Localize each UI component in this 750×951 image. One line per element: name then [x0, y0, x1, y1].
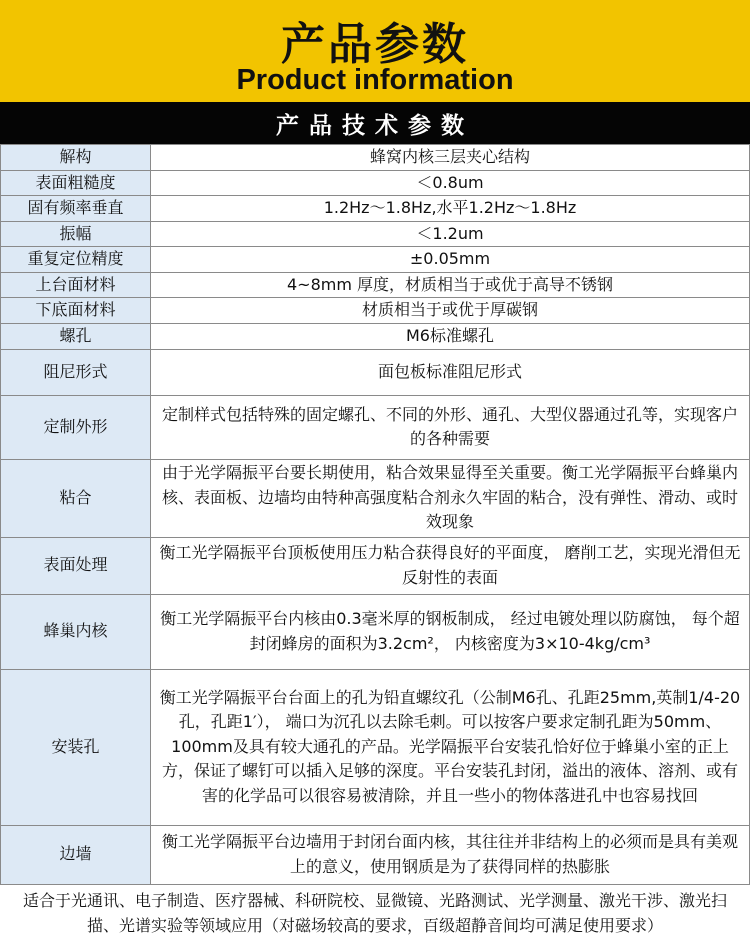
table-row — [1, 272, 750, 298]
table-row — [1, 459, 750, 537]
row-label: 重复定位精度 — [1, 247, 151, 273]
table-row — [1, 247, 750, 273]
row-value: 面包板标准阻尼形式 — [151, 349, 750, 395]
row-value: ±0.05mm — [151, 247, 750, 273]
row-value: 由于光学隔振平台要长期使用，粘合效果显得至关重要。衡工光学隔振平台蜂巢内核、表面板、边墙均由特种高强度粘合剂永久牢固的粘合，没有弹性、滑动、或时效现象 — [151, 459, 750, 537]
row-value: 衡工光学隔振平台内核由0.3毫米厚的钢板制成， 经过电镀处理以防腐蚀， 每个超封闭蜂房的面积为3.2cm²， 内核密度为3×10-4kg/cm³ — [151, 594, 750, 669]
header-banner — [0, 0, 750, 102]
table-row — [1, 323, 750, 349]
row-label: 蜂巢内核 — [1, 594, 151, 669]
table-row — [1, 825, 750, 884]
row-label: 固有频率垂直 — [1, 196, 151, 222]
row-value: 定制样式包括特殊的固定螺孔、不同的外形、通孔、大型仪器通过孔等，实现客户的各种需要 — [151, 395, 750, 459]
row-label: 定制外形 — [1, 395, 151, 459]
table-row — [1, 537, 750, 594]
row-label: 表面处理 — [1, 537, 151, 594]
row-value: 1.2Hz～1.8Hz,水平1.2Hz～1.8Hz — [151, 196, 750, 222]
table-row — [1, 170, 750, 196]
table-row — [1, 298, 750, 324]
row-label: 阻尼形式 — [1, 349, 151, 395]
row-label: 解构 — [1, 145, 151, 171]
row-value: 蜂窝内核三层夹心结构 — [151, 145, 750, 171]
page-subtitle: Product information — [236, 64, 514, 96]
row-label: 安装孔 — [1, 669, 151, 825]
table-row — [1, 395, 750, 459]
row-value: ＜1.2um — [151, 221, 750, 247]
spec-table — [0, 144, 750, 885]
table-row — [1, 349, 750, 395]
table-row — [1, 594, 750, 669]
table-row — [1, 669, 750, 825]
applications-text: 适合于光通讯、电子制造、医疗器械、科研院校、显微镜、光路测试、光学测量、激光干涉、激光扫描、光谱实验等领域应用（对磁场较高的要求，百级超静音间均可满足使用要求） — [0, 885, 750, 938]
row-label: 边墙 — [1, 825, 151, 884]
page-title: 产品参数 — [281, 19, 469, 70]
row-value: 衡工光学隔振平台顶板使用压力粘合获得良好的平面度， 磨削工艺，实现光滑但无反射性的表面 — [151, 537, 750, 594]
row-label: 振幅 — [1, 221, 151, 247]
row-label: 粘合 — [1, 459, 151, 537]
row-value: ＜0.8um — [151, 170, 750, 196]
row-label: 螺孔 — [1, 323, 151, 349]
table-row — [1, 145, 750, 171]
row-value: 衡工光学隔振平台边墙用于封闭台面内核，其往往并非结构上的必须而是具有美观上的意义，使用钢质是为了获得同样的热膨胀 — [151, 825, 750, 884]
row-label: 表面粗糙度 — [1, 170, 151, 196]
row-value: 材质相当于或优于厚碳钢 — [151, 298, 750, 324]
row-value: M6标准螺孔 — [151, 323, 750, 349]
table-row — [1, 196, 750, 222]
row-value: 4~8mm 厚度，材质相当于或优于高导不锈钢 — [151, 272, 750, 298]
row-value: 衡工光学隔振平台台面上的孔为铅直螺纹孔（公制M6孔、孔距25mm,英制1/4-20孔，孔距1′）， 端口为沉孔以去除毛刺。可以按客户要求定制孔距为50mm、100mm及具有较大通孔的产品。光学隔振平台安装孔恰好位于蜂巢小室的正上方，保证了螺钉可以插入足够的深度。平台安装孔封闭，溢出的液体、溶剂、或有害的化学品可以很容易被清除，并且一些小的物体落进孔中也容易找回 — [151, 669, 750, 825]
table-row — [1, 221, 750, 247]
row-label: 上台面材料 — [1, 272, 151, 298]
row-label: 下底面材料 — [1, 298, 151, 324]
section-title: 产品技术参数 — [0, 102, 750, 144]
